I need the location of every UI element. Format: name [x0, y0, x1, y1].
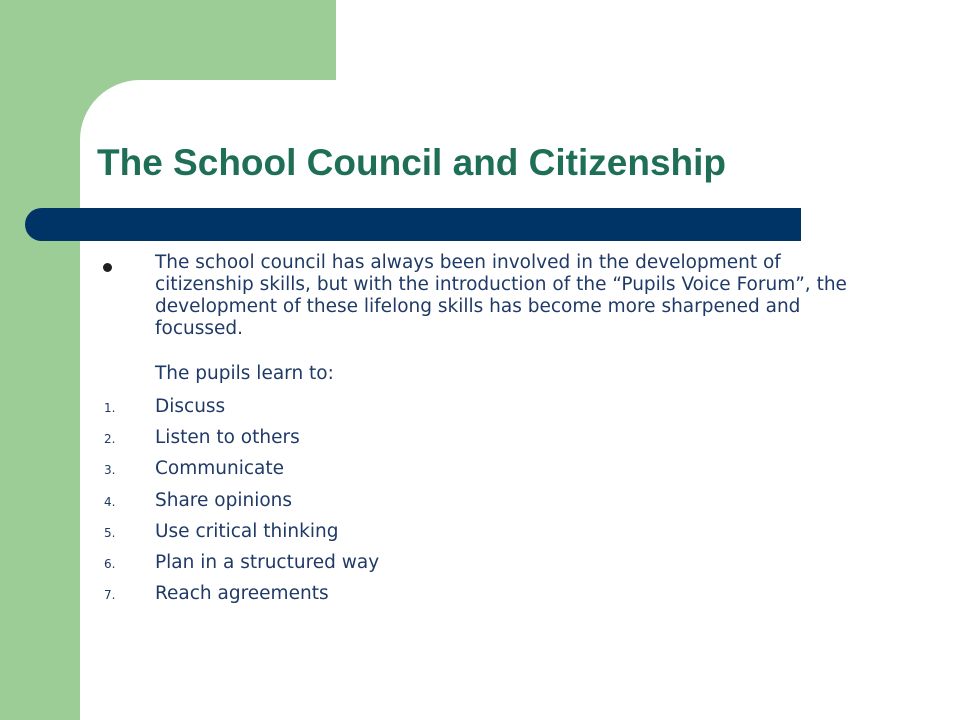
list-item-number: 5. — [104, 525, 116, 540]
list-item-number: 7. — [104, 588, 116, 603]
list-item-text: Reach agreements — [155, 583, 329, 605]
list-item-number: 2. — [104, 432, 116, 447]
list-intro: The pupils learn to: — [155, 363, 334, 384]
list-item-number: 3. — [104, 463, 116, 478]
list-item-number: 4. — [104, 494, 116, 509]
list-item-number: 1. — [104, 401, 116, 415]
list-item-text: Communicate — [155, 458, 285, 480]
list-item-text: Discuss — [155, 396, 226, 417]
list-item-text: Use critical thinking — [155, 520, 339, 542]
slide-title: The School Council and Citizenship — [97, 142, 727, 183]
bullet-dot-icon — [103, 263, 112, 272]
list-item-text: Share opinions — [155, 489, 293, 511]
bullet-paragraph: The school council has always been involved in the development of citizenship skills, but with the introduction of the “Pupils Voice Forum”, the development of these lifelong skills has become more sharpened and focussed. — [155, 252, 847, 339]
list-item-number: 6. — [104, 556, 116, 571]
list-item-text: Plan in a structured way — [155, 551, 380, 573]
list-item-text: Listen to others — [155, 427, 300, 449]
